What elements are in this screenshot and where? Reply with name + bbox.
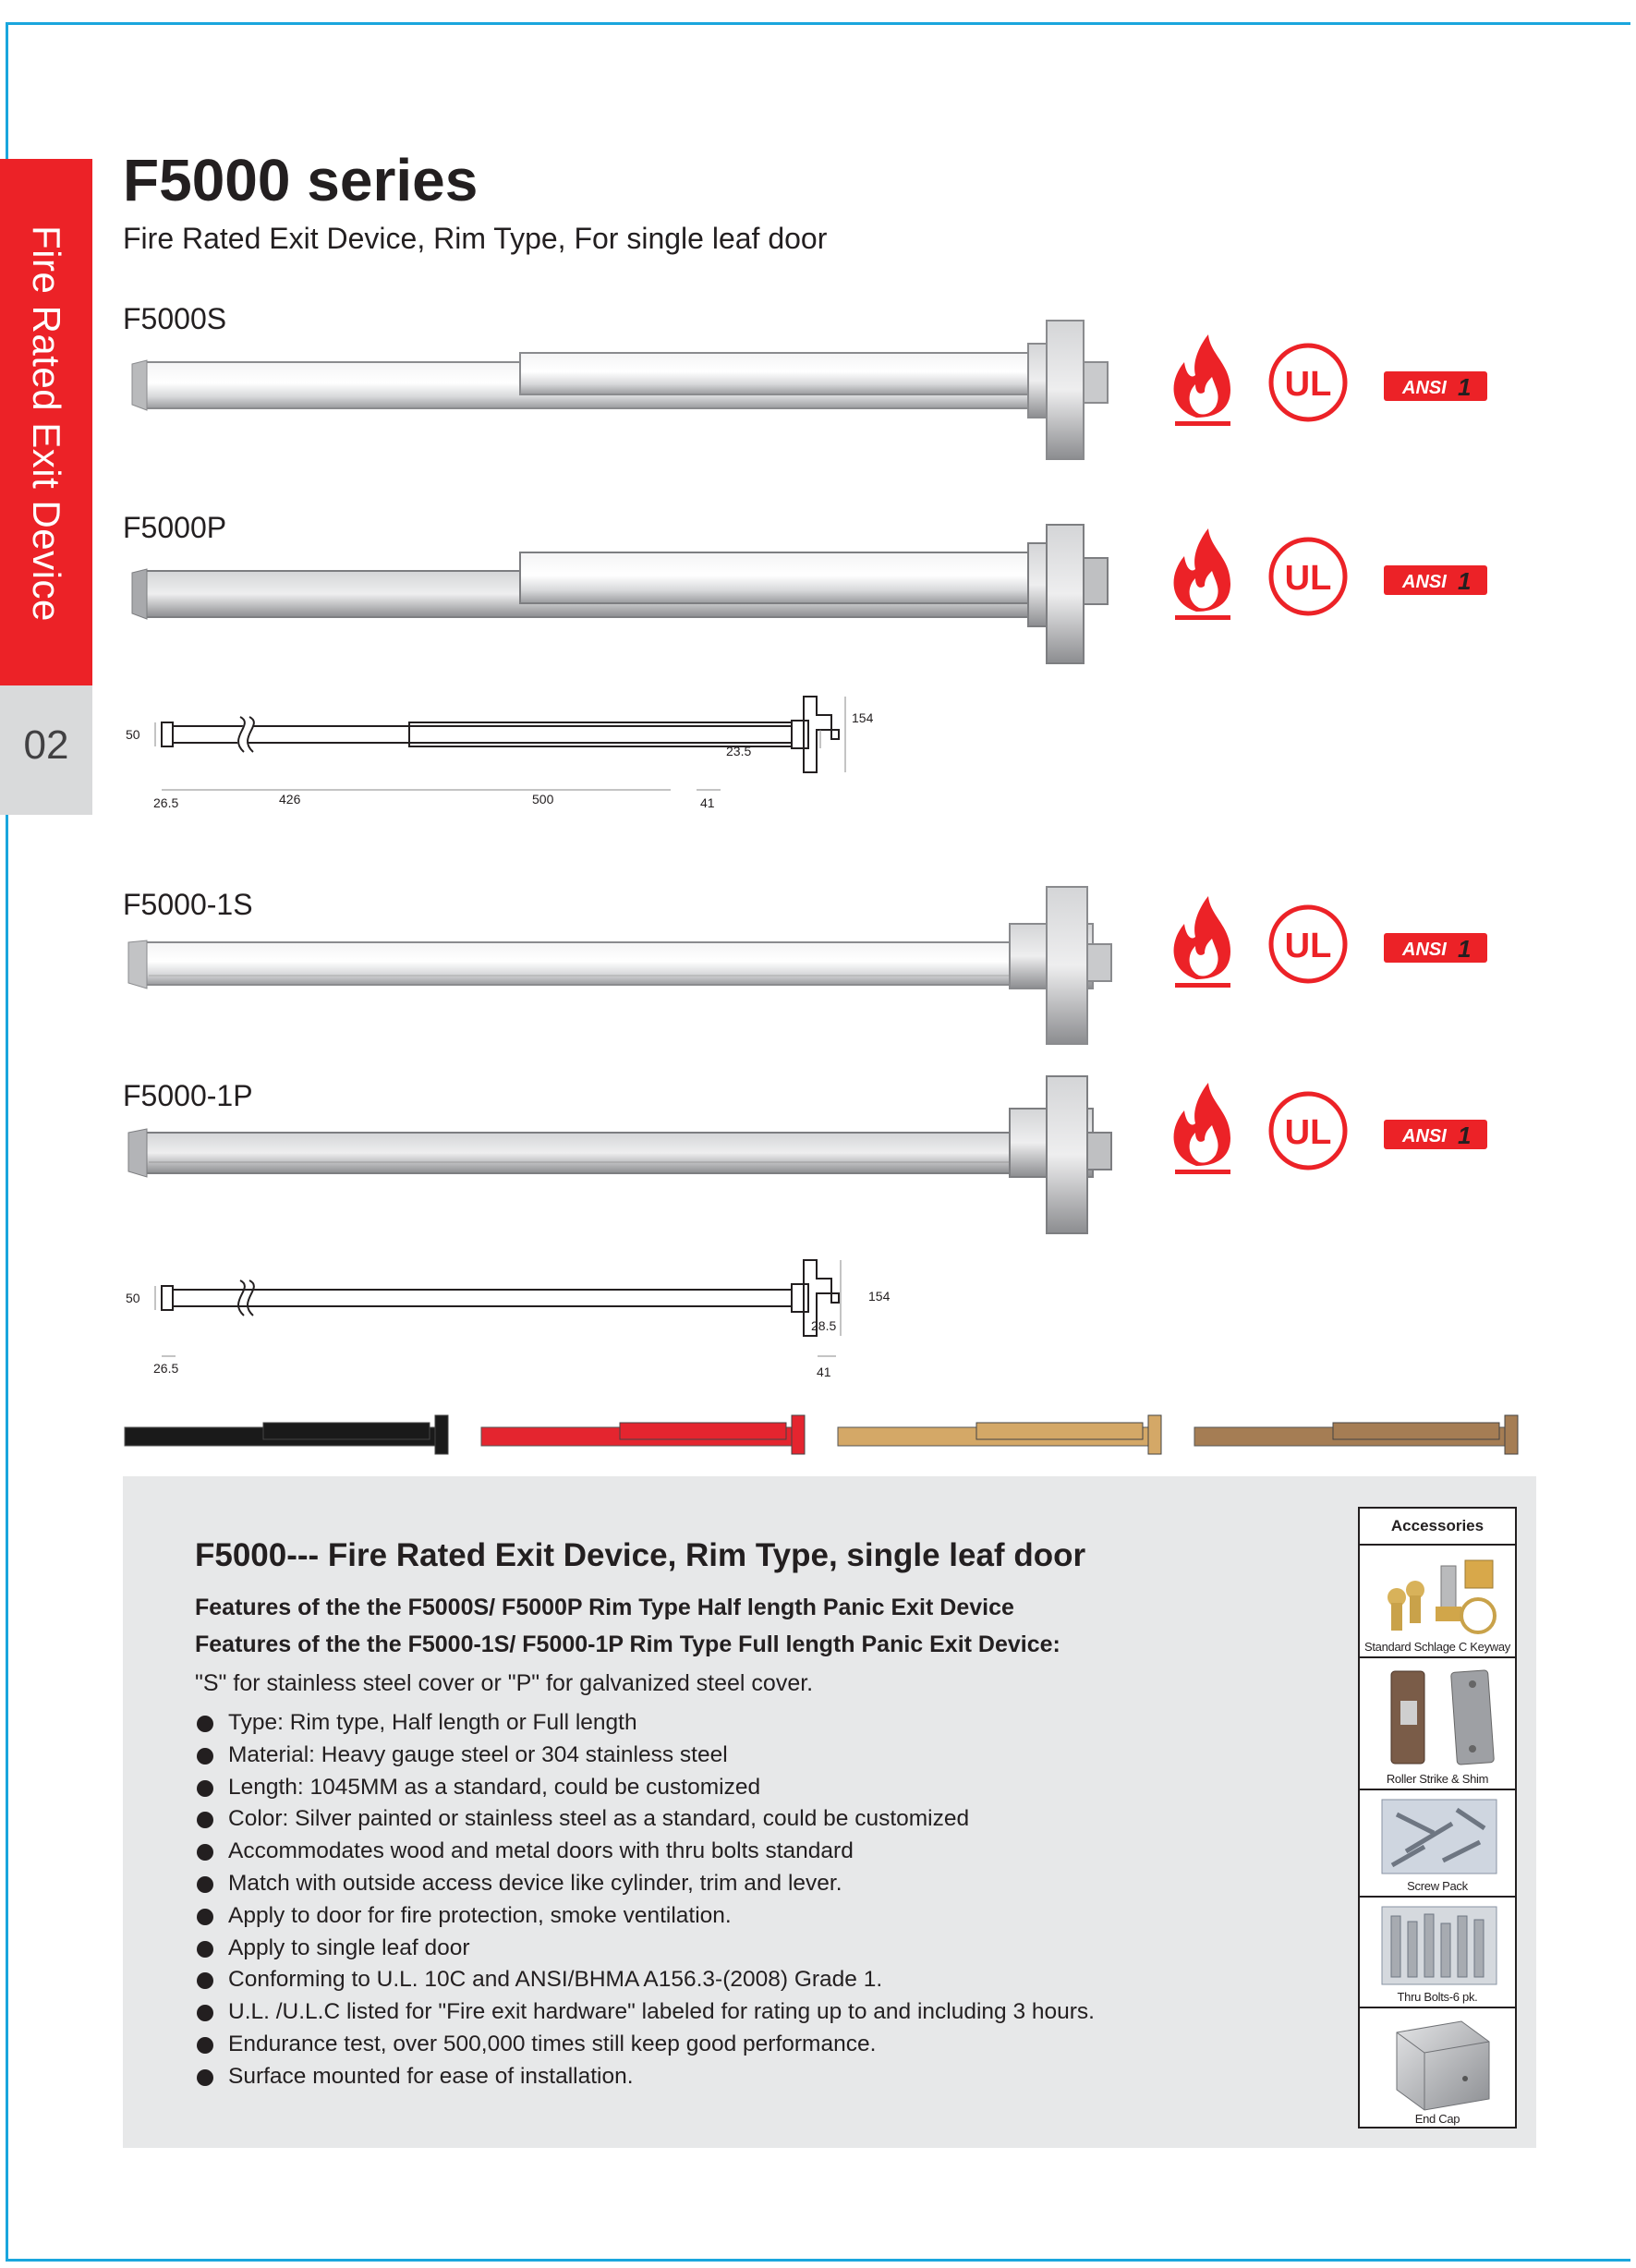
sidebar-page-tab <box>0 685 92 815</box>
exit-device-half-image <box>123 525 1121 673</box>
list-item: Material: Heavy gauge steel or 304 stainless steel <box>195 1740 1095 1772</box>
sidebar-section-label: Fire Rated Exit Device <box>25 225 68 622</box>
dim-label: 154 <box>852 710 874 725</box>
ansi-grade-badge <box>1384 933 1487 963</box>
accessories-panel <box>1358 1507 1517 2129</box>
page-number: 02 <box>23 722 69 768</box>
svg-text:1: 1 <box>1458 373 1472 401</box>
dim-label: 426 <box>279 792 301 807</box>
dim-label: 154 <box>868 1289 891 1304</box>
accessory-label: Roller Strike & Shim <box>1386 1772 1489 1786</box>
certification-icons <box>1164 334 1497 427</box>
list-item: Length: 1045MM as a standard, could be customized <box>195 1772 1095 1804</box>
svg-text:ANSI: ANSI <box>1402 572 1447 592</box>
ul-listed-icon <box>1271 540 1345 613</box>
exit-device-full-image <box>123 887 1121 1053</box>
screw-pack-icon <box>1369 1796 1508 1879</box>
end-cap-icon <box>1369 2014 1508 2111</box>
color-variant-bar <box>838 1415 1161 1454</box>
dim-label: 41 <box>817 1364 831 1379</box>
cover-note: "S" for stainless steel cover or "P" for galvanized steel cover. <box>195 1670 814 1696</box>
dim-label: 500 <box>532 792 554 807</box>
ansi-grade-badge <box>1384 371 1487 401</box>
svg-text:ANSI: ANSI <box>1402 378 1447 398</box>
color-variant-strip <box>125 1413 1533 1469</box>
model-label-f5000-1s: F5000-1S <box>123 888 253 921</box>
dimension-drawing-half-length <box>120 684 874 813</box>
dimension-drawing-full-length <box>120 1247 891 1386</box>
certification-icons <box>1164 528 1497 621</box>
svg-text:ANSI: ANSI <box>1402 940 1447 960</box>
fire-rating-icon <box>1174 334 1230 426</box>
ul-listed-icon <box>1271 907 1345 981</box>
dim-label: 26.5 <box>153 1361 179 1376</box>
svg-text:ANSI: ANSI <box>1402 1126 1447 1146</box>
color-variant-bar <box>1194 1415 1518 1454</box>
accessory-label: Thru Bolts-6 pk. <box>1397 1990 1478 2004</box>
sidebar-section-tab <box>0 159 92 685</box>
page-subtitle: Fire Rated Exit Device, Rim Type, For single leaf door <box>123 222 828 255</box>
fire-rating-icon <box>1174 1083 1230 1174</box>
dim-label: 26.5 <box>153 795 179 810</box>
dim-label: 28.5 <box>811 1318 837 1333</box>
certification-icons <box>1164 1083 1497 1175</box>
dim-label: 41 <box>700 795 715 810</box>
list-item: Match with outside access device like cylinder, trim and lever. <box>195 1868 1095 1900</box>
accessory-screw-pack <box>1360 1790 1515 1898</box>
accessory-label: Screw Pack <box>1407 1879 1468 1893</box>
accessory-thru-bolts <box>1360 1898 1515 2008</box>
key-cylinder-icon <box>1369 1551 1508 1639</box>
model-label-f5000p: F5000P <box>123 511 227 544</box>
feature-heading-full: Features of the the F5000-1S/ F5000-1P Rim Type Full length Panic Exit Device: <box>195 1631 1060 1657</box>
ul-listed-icon <box>1271 1094 1345 1168</box>
accessory-label: Standard Schlage C Keyway <box>1364 1640 1510 1654</box>
list-item: Surface mounted for ease of installation. <box>195 2061 1095 2093</box>
list-item: U.L. /U.L.C listed for "Fire exit hardware" labeled for rating up to and including 3 hours. <box>195 1996 1095 2029</box>
svg-text:1: 1 <box>1458 935 1472 963</box>
accessory-roller-strike <box>1360 1658 1515 1790</box>
list-item: Color: Silver painted or stainless steel as a standard, could be customized <box>195 1803 1095 1836</box>
exit-device-half-image <box>123 316 1121 464</box>
list-item: Conforming to U.L. 10C and ANSI/BHMA A156.3-(2008) Grade 1. <box>195 1964 1095 1996</box>
list-item: Apply to single leaf door <box>195 1933 1095 1965</box>
dim-label: 50 <box>126 727 140 742</box>
svg-text:UL: UL <box>1284 559 1332 598</box>
list-item: Endurance test, over 500,000 times still keep good performance. <box>195 2029 1095 2061</box>
feature-heading-half: Features of the the F5000S/ F5000P Rim Type Half length Panic Exit Device <box>195 1595 1014 1620</box>
accessory-end-cap <box>1360 2008 1515 2129</box>
accessory-label: End Cap <box>1414 2112 1460 2126</box>
list-item: Accommodates wood and metal doors with thru bolts standard <box>195 1836 1095 1868</box>
ul-listed-icon <box>1271 346 1345 419</box>
fire-rating-icon <box>1174 528 1230 620</box>
svg-text:UL: UL <box>1284 927 1332 965</box>
certification-icons <box>1164 896 1497 988</box>
ansi-grade-badge <box>1384 565 1487 595</box>
list-item: Type: Rim type, Half length or Full length <box>195 1707 1095 1740</box>
color-variant-bar <box>481 1415 805 1454</box>
spec-title: F5000--- Fire Rated Exit Device, Rim Type, single leaf door <box>195 1537 1086 1573</box>
svg-text:1: 1 <box>1458 567 1472 595</box>
page-title: F5000 series <box>123 147 479 213</box>
roller-strike-icon <box>1369 1664 1508 1770</box>
feature-list <box>195 1707 1095 2093</box>
svg-text:UL: UL <box>1284 365 1332 404</box>
dim-label: 50 <box>126 1291 140 1305</box>
thru-bolts-icon <box>1369 1903 1508 1990</box>
fire-rating-icon <box>1174 896 1230 988</box>
dim-label: 23.5 <box>726 744 752 758</box>
exit-device-full-image <box>123 1072 1121 1238</box>
color-variant-bar <box>125 1415 448 1454</box>
model-label-f5000-1p: F5000-1P <box>123 1079 253 1112</box>
list-item: Apply to door for fire protection, smoke ventilation. <box>195 1900 1095 1933</box>
spec-panel <box>123 1476 1536 2148</box>
accessories-title: Accessories <box>1360 1509 1515 1546</box>
accessory-keyway <box>1360 1546 1515 1658</box>
ansi-grade-badge <box>1384 1120 1487 1149</box>
svg-text:1: 1 <box>1458 1122 1472 1149</box>
svg-text:UL: UL <box>1284 1113 1332 1152</box>
model-label-f5000s: F5000S <box>123 302 227 335</box>
